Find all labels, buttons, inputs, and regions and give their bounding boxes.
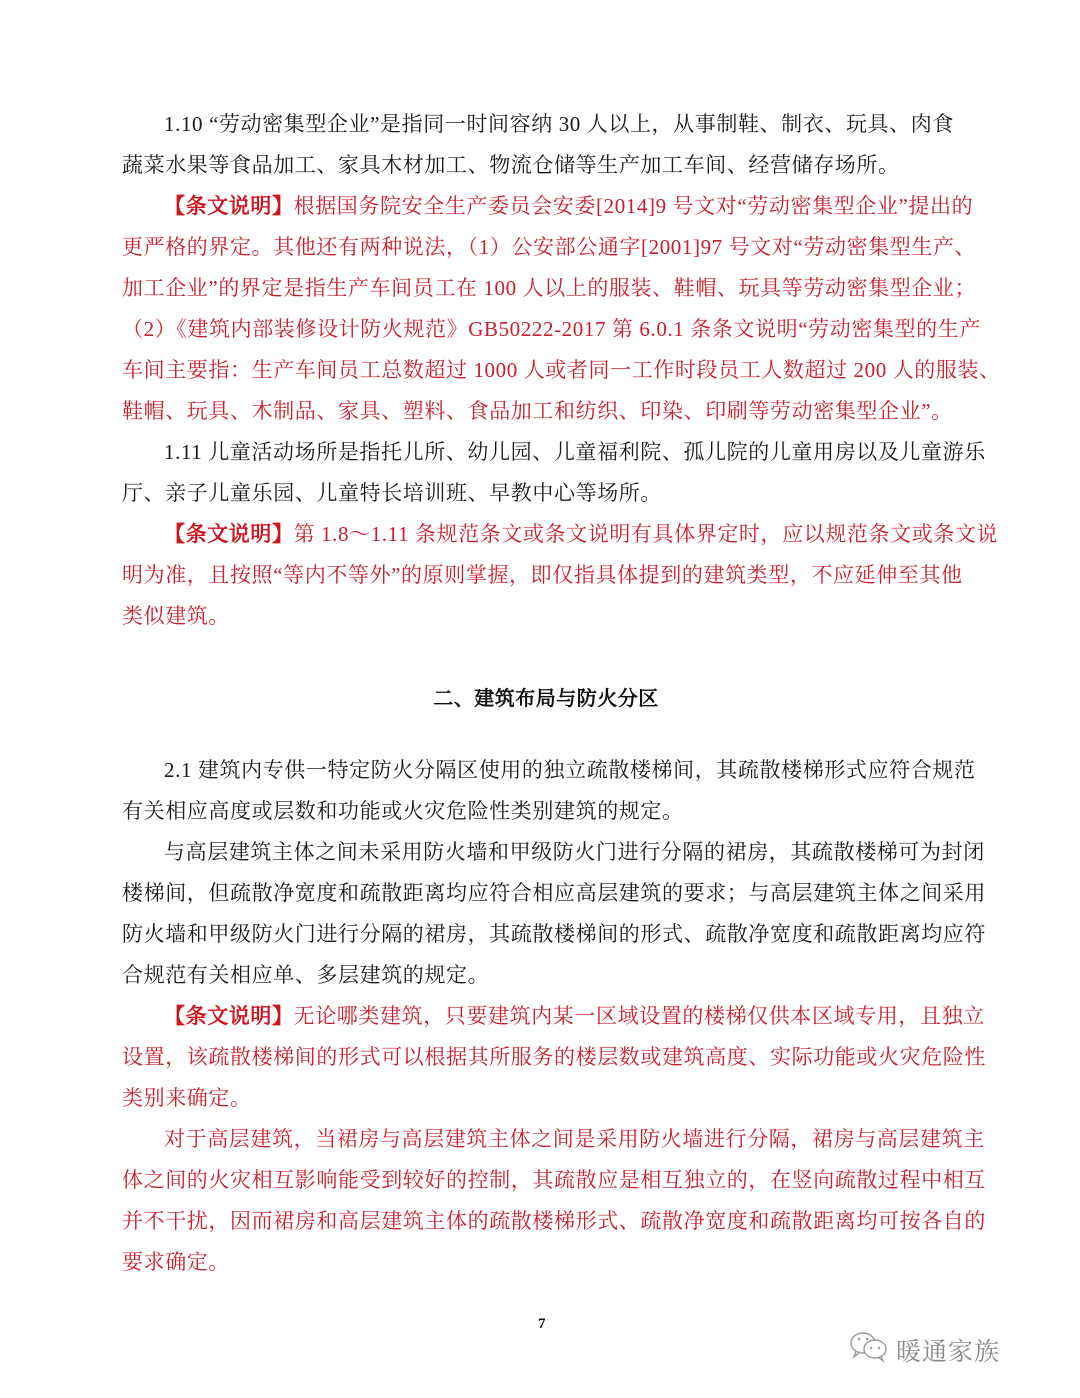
text-line: 防火墙和甲级防火门进行分隔的裙房，其疏散楼梯间的形式、疏散净宽度和疏散距离均应符 <box>122 922 986 946</box>
clause-1-11 <box>122 432 986 514</box>
watermark <box>848 1330 1000 1369</box>
text-line: 加工企业”的界定是指生产车间员工在 100 人以上的服装、鞋帽、玩具等劳动密集型企业； <box>122 276 977 300</box>
text-line: 厅、亲子儿童乐园、儿童特长培训班、早教中心等场所。 <box>122 481 662 505</box>
text-line: （2）《建筑内部装修设计防火规范》GB50222-2017 第 6.0.1 条条文说明“劳动密集型的生产 <box>122 317 981 341</box>
clause-explanation-2-1 <box>122 996 986 1119</box>
text-line: 与高层建筑主体之间未采用防火墙和甲级防火门进行分隔的裙房，其疏散楼梯可为封闭 <box>164 840 985 864</box>
text-line: 并不干扰，因而裙房和高层建筑主体的疏散楼梯形式、疏散净宽度和疏散距离均可按各自的 <box>122 1209 986 1233</box>
section-heading: 二、建筑布局与防火分区 <box>433 686 659 710</box>
explanation-tag: 【条文说明】 <box>164 194 294 218</box>
text-line: 体之间的火灾相互影响能受到较好的控制，其疏散应是相互独立的，在竖向疏散过程中相互 <box>122 1168 986 1192</box>
text-line: 合规范有关相应单、多层建筑的规定。 <box>122 963 490 987</box>
clause-2-1 <box>122 750 976 832</box>
text-line: 对于高层建筑，当裙房与高层建筑主体之间是采用防火墙进行分隔，裙房与高层建筑主 <box>164 1127 985 1151</box>
text-span: 第 1.8～1.11 条规范条文或条文说明有具体界定时，应以规范条文或条文说 <box>293 522 999 546</box>
wechat-icon <box>848 1330 890 1369</box>
text-line <box>122 996 985 1037</box>
text-line <box>122 514 999 555</box>
text-line: 有关相应高度或层数和功能或火灾危险性类别建筑的规定。 <box>122 799 684 823</box>
text-line: 要求确定。 <box>122 1250 230 1274</box>
clause-1-10 <box>122 104 970 186</box>
page-number: 7 <box>538 1316 546 1332</box>
clause-explanation-2-1-continued <box>122 1119 986 1283</box>
explanation-tag: 【条文说明】 <box>164 522 294 546</box>
text-line <box>122 186 974 227</box>
clause-2-1-paragraph <box>122 832 986 996</box>
text-line: 类似建筑。 <box>122 604 230 628</box>
text-line: 设置，该疏散楼梯间的形式可以根据其所服务的楼层数或建筑高度、实际功能或火灾危险性 <box>122 1045 986 1069</box>
text-span: 无论哪类建筑，只要建筑内某一区域设置的楼梯仅供本区域专用，且独立 <box>293 1004 985 1028</box>
clause-explanation-1-10 <box>122 186 1001 432</box>
text-line: 1.10 “劳动密集型企业”是指同一时间容纳 30 人以上，从事制鞋、制衣、玩具、肉食 <box>164 112 954 136</box>
text-line: 2.1 建筑内专供一特定防火分隔区使用的独立疏散楼梯间，其疏散楼梯形式应符合规范 <box>164 758 976 782</box>
text-line: 车间主要指：生产车间员工总数超过 1000 人或者同一工作时段员工人数超过 200 人的服装、 <box>122 358 1001 382</box>
clause-explanation-1-8-to-1-11 <box>122 514 999 637</box>
text-line: 1.11 儿童活动场所是指托儿所、幼儿园、儿童福利院、孤儿院的儿童用房以及儿童游乐 <box>164 440 986 464</box>
explanation-tag: 【条文说明】 <box>164 1004 294 1028</box>
text-line: 明为准，且按照“等内不等外”的原则掌握，即仅指具体提到的建筑类型，不应延伸至其他 <box>122 563 963 587</box>
text-line: 更严格的界定。其他还有两种说法，（1）公安部公通字[2001]97 号文对“劳动密集型生产、 <box>122 235 977 259</box>
text-line: 蔬菜水果等食品加工、家具木材加工、物流仓储等生产加工车间、经营储存场所。 <box>122 153 900 177</box>
text-span: 根据国务院安全生产委员会安委[2014]9 号文对“劳动密集型企业”提出的 <box>293 194 974 218</box>
text-line: 类别来确定。 <box>122 1086 252 1110</box>
text-line: 楼梯间，但疏散净宽度和疏散距离均应符合相应高层建筑的要求；与高层建筑主体之间采用 <box>122 881 986 905</box>
text-line: 鞋帽、玩具、木制品、家具、塑料、食品加工和纺织、印染、印刷等劳动密集型企业”。 <box>122 399 953 423</box>
watermark-text: 暖通家族 <box>896 1336 1001 1366</box>
